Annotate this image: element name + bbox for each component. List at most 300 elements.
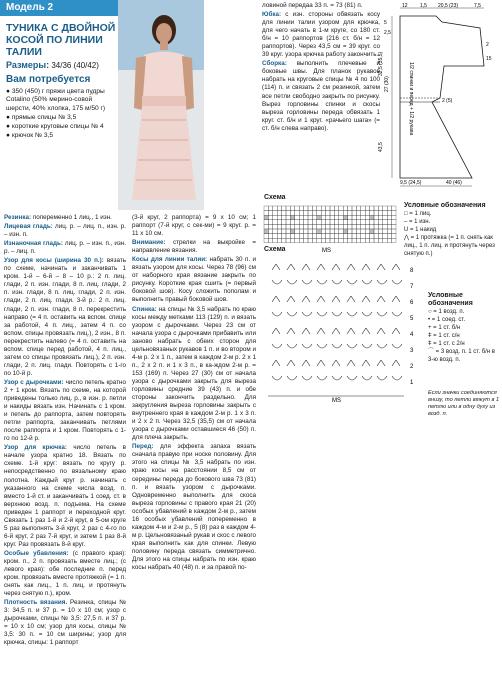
chart-cell — [317, 238, 321, 243]
crochet-stitch — [272, 360, 280, 366]
crochet-stitch — [332, 296, 340, 302]
chart-cell — [321, 215, 325, 220]
chart-cell — [330, 229, 334, 234]
chart-cell — [387, 220, 391, 225]
chart-cell — [264, 238, 268, 243]
chart-cell — [334, 220, 338, 225]
crochet-stitch — [332, 344, 342, 348]
chart-cell — [326, 238, 330, 243]
legend-item: ○ = 1 возд. п. — [428, 309, 465, 315]
chart-cell — [321, 211, 325, 216]
chart-cell — [264, 229, 268, 234]
legend-item: – = 1 изн. — [404, 219, 431, 225]
chart-cell — [295, 229, 299, 234]
chart-cell — [361, 206, 365, 211]
chart-cell — [339, 220, 343, 225]
chart-cell — [392, 215, 396, 220]
chart-cell — [290, 220, 294, 225]
chart-title: Схема — [264, 194, 286, 201]
chart-cell — [392, 224, 396, 229]
chart-cell — [387, 215, 391, 220]
chart-cell — [282, 206, 286, 211]
chart-cell — [378, 224, 382, 229]
chart-cell — [339, 224, 343, 229]
pattern-label: 1/2 спинки и перед + 1/2 рукава — [408, 62, 414, 136]
chart-cell — [290, 211, 294, 216]
pattern-dimension: 43,5 — [378, 142, 384, 152]
chart-title: Схема — [264, 246, 286, 253]
chart-cell — [317, 206, 321, 211]
pattern-dimension: 12 — [402, 3, 408, 9]
sizes-line — [6, 60, 99, 70]
row-number: 8 — [410, 268, 414, 274]
chart-cell — [290, 224, 294, 229]
chart-cell — [282, 211, 286, 216]
chart-cell — [282, 220, 286, 225]
chart-cell — [295, 206, 299, 211]
sizes-value: 34/36 (40/42) — [51, 61, 99, 70]
legend-item: ⌒ = 3 возд. п. 1 ст. б/н в 3-ю возд. п. — [428, 349, 495, 363]
chart-cell — [356, 220, 360, 225]
crochet-stitch — [347, 280, 357, 284]
legend-title: Условные обозначения — [428, 292, 473, 307]
chart-cell — [290, 215, 294, 220]
chart-cell — [383, 234, 387, 239]
chart-cell — [273, 238, 277, 243]
chart-cell — [356, 234, 360, 239]
crochet-stitch — [392, 344, 402, 348]
paragraph: Резинка: попеременно 1 лиц., 1 изн. — [4, 214, 112, 221]
chart-cell — [326, 224, 330, 229]
chart-cell — [365, 206, 369, 211]
chart-cell — [273, 211, 277, 216]
chart-cell — [299, 229, 303, 234]
chart-cell — [378, 229, 382, 234]
chart-cell — [352, 238, 356, 243]
photo-illustration — [118, 0, 204, 210]
crochet-stitch — [302, 296, 310, 302]
chart-cell — [383, 229, 387, 234]
chart-cell — [330, 234, 334, 239]
chart-cell — [370, 206, 374, 211]
chart-cell — [339, 234, 343, 239]
chart-cell — [295, 238, 299, 243]
chart-cell — [277, 206, 281, 211]
chart-cell — [312, 238, 316, 243]
chart-cell — [317, 220, 321, 225]
chart-cell — [317, 211, 321, 216]
chart-cell — [282, 229, 286, 234]
chart-cell — [352, 206, 356, 211]
chart-cell — [277, 234, 281, 239]
paragraph: Узор для крючка: число петель в начале узора кратно 18. Вязать по схеме. 1-й круг: вязать по кругу р. непосредственно по вязальному краю полотна. Каждый круг р. начинать с указанного на схеме числа возд. п. вместо 1-й ст. и заканчивать 1 соед. ст. в верхнюю возд. п. подъема. На схеме приведен 1 раппорт и переходной круг. Связать 1 раз 1-й и 2-й круг, в 5-ом круге 5 раз выполнять 3-й круг, 2 раз с 4-го по 6-й круг, 2 раз 7-й круг, и затем 1 раз 8-й круг. Раз провязать 8-й круг. — [4, 444, 127, 548]
chart-cell — [299, 206, 303, 211]
instructions-column-1 — [4, 214, 126, 696]
chart-cell — [343, 229, 347, 234]
chart-cell — [343, 211, 347, 216]
chart-cell — [378, 206, 382, 211]
chart-cell — [348, 215, 352, 220]
material-item: ● крючок № 3,5 — [6, 132, 54, 140]
pattern-dimension: 32,5 (35,5) — [378, 51, 384, 76]
chart-cell — [299, 234, 303, 239]
chart-cell — [268, 224, 272, 229]
chart-cell — [277, 224, 281, 229]
chart-cell — [383, 211, 387, 216]
chart-cell — [387, 238, 391, 243]
material-item: ● прямые спицы № 3,5 — [6, 113, 77, 121]
crochet-stitch — [332, 264, 340, 270]
crochet-stitch — [302, 360, 310, 366]
chart-cell — [392, 229, 396, 234]
crochet-stitch — [272, 312, 282, 316]
chart-cell — [295, 215, 299, 220]
chart-cell — [268, 229, 272, 234]
instructions-column-2 — [132, 214, 256, 696]
chart-cell — [343, 238, 347, 243]
crochet-stitch — [272, 264, 280, 270]
chart-cell — [365, 220, 369, 225]
chart-cell — [326, 229, 330, 234]
chart-cell — [273, 220, 277, 225]
chart-cell — [352, 211, 356, 216]
chart-cell — [348, 238, 352, 243]
chart-cell — [334, 229, 338, 234]
crochet-stitch — [332, 376, 342, 380]
crochet-stitch — [272, 296, 280, 302]
crochet-stitch — [362, 296, 370, 302]
chart-cell — [352, 229, 356, 234]
chart-cell — [334, 211, 338, 216]
crochet-stitch — [287, 360, 295, 366]
crochet-stitch — [392, 312, 402, 316]
chart-cell — [370, 224, 374, 229]
row-number: 4 — [410, 332, 414, 338]
chart-cell — [312, 211, 316, 216]
crochet-stitch — [302, 280, 312, 284]
pattern-dimension: 27 (30) — [384, 76, 390, 92]
chart-cell — [387, 211, 391, 216]
chart-cell — [286, 215, 290, 220]
crochet-stitch — [272, 328, 280, 334]
chart-cell — [374, 220, 378, 225]
chart-cell — [352, 234, 356, 239]
chart-cell — [383, 238, 387, 243]
crochet-stitch — [317, 264, 325, 270]
chart-cell — [383, 220, 387, 225]
crochet-stitch — [302, 264, 310, 270]
crochet-stitch — [287, 264, 295, 270]
paragraph: Узор с дырочками: число петель кратно 2 + 1 кром. Вязать по схеме, на которой приведены только лиц. р., в изн. р. петли и накиды вязать изн. Начинать с 1 кром. и петель до раппорта, затем повторять петли раппорта, заканчивать петлями после раппорта и 1 кром. Повторять с 1-го по 12-й р. — [4, 378, 126, 443]
legend-title: Условные обозначения — [404, 202, 486, 209]
crochet-stitch — [347, 360, 355, 366]
chart-cell — [295, 224, 299, 229]
chart-cell — [277, 229, 281, 234]
crochet-stitch — [377, 296, 385, 302]
chart-cell — [383, 224, 387, 229]
chart-cell — [277, 220, 281, 225]
chart-cell — [383, 206, 387, 211]
chart-cell — [348, 234, 352, 239]
chart-cell — [317, 234, 321, 239]
crochet-stitch — [392, 264, 400, 270]
chart-cell — [330, 211, 334, 216]
crochet-stitch — [272, 280, 282, 284]
chart-cell — [304, 229, 308, 234]
paragraph: Плотность вязания. Резинка, спицы № 3: 34,5 п. и 37 р. = 10 x 10 см; узор с дырочками, спицы № 3,5: 27,5 п. и 37 р. = 10 x 10 см; узор для косы, спицы № 3,5: 30 п. = 10 см ширины; узор для крючка, спицы: 1 раппорт — [4, 599, 127, 647]
crochet-stitch — [317, 360, 325, 366]
crochet-stitch — [332, 280, 342, 284]
paragraph: Косы для линии талии: набрать 30 п. и вязать узором для косы. Через 78 (96) см от наборного края вязание закрыть по рисунку. Короткие края сшить (= первый боковой шов). Косу сложить пополам и выполнить правый боковой шов. — [132, 256, 257, 304]
chart-cell — [312, 215, 316, 220]
chart-cell — [304, 234, 308, 239]
chart-cell — [308, 234, 312, 239]
chart-cell — [339, 238, 343, 243]
chart-cell — [356, 229, 360, 234]
crochet-stitch — [302, 344, 312, 348]
chart-cell — [330, 206, 334, 211]
chart-cell — [304, 211, 308, 216]
chart-cell — [392, 238, 396, 243]
crochet-stitch — [377, 376, 387, 380]
chart-cell — [383, 215, 387, 220]
chart-cell — [356, 224, 360, 229]
chart-cell — [370, 229, 374, 234]
legend-item: ǂ = 1 ст. с 2/н — [428, 341, 465, 347]
chart-cell — [343, 224, 347, 229]
chart-cell — [356, 215, 360, 220]
chart-cell — [326, 220, 330, 225]
chart-cell — [326, 206, 330, 211]
chart-cell — [334, 206, 338, 211]
chart-cell — [326, 215, 330, 220]
chart-cell — [374, 229, 378, 234]
paragraph: Особые убавления: (с правого края): кром. п., 2 п. провязать вместе лиц.; (с левого края): обе последние п. перед кром. провязать вместе протяжкой (= 1 п. снять как лиц., 1 п. лиц. и протянуть через снятую п.), кром. — [4, 549, 126, 598]
crochet-stitch — [317, 296, 325, 302]
chart-repeat-label: MS — [322, 248, 331, 254]
crochet-stitch — [287, 344, 297, 348]
crochet-chart-grid — [262, 256, 422, 406]
chart-cell — [387, 229, 391, 234]
crochet-stitch — [317, 344, 327, 348]
chart-cell — [361, 229, 365, 234]
crochet-stitch — [392, 280, 402, 284]
crochet-stitch — [392, 296, 400, 302]
crochet-stitch — [287, 296, 295, 302]
chart-cell — [361, 224, 365, 229]
crochet-stitch — [332, 328, 340, 334]
crochet-stitch — [362, 264, 370, 270]
chart-cell — [330, 215, 334, 220]
chart-cell — [277, 215, 281, 220]
crochet-stitch — [287, 328, 295, 334]
crochet-stitch — [377, 312, 387, 316]
chart-cell — [343, 206, 347, 211]
chart-cell — [370, 234, 374, 239]
chart-cell — [295, 234, 299, 239]
chart-cell — [268, 220, 272, 225]
pattern-dimension: 20,5 (23) — [438, 3, 459, 9]
crochet-stitch — [272, 376, 282, 380]
crochet-stitch — [377, 360, 385, 366]
chart-cell — [304, 215, 308, 220]
chart-cell — [308, 229, 312, 234]
pattern-dimension: 2 (5) — [442, 98, 453, 104]
chart-cell — [295, 211, 299, 216]
chart-cell — [277, 211, 281, 216]
crochet-stitch — [347, 328, 355, 334]
chart-cell — [286, 224, 290, 229]
chart-cell — [352, 224, 356, 229]
chart-cell — [317, 224, 321, 229]
chart-cell — [387, 224, 391, 229]
chart-cell — [304, 206, 308, 211]
chart-cell — [273, 229, 277, 234]
pattern-dimension: 5 — [384, 20, 387, 26]
legend-2 — [428, 292, 500, 364]
chart-cell — [378, 215, 382, 220]
chart-cell — [326, 234, 330, 239]
chart-cell — [321, 229, 325, 234]
crochet-stitch — [317, 376, 327, 380]
material-item: ● 350 (450) г пряжи цвета пудры Cotalino (50% мерино-совой шерсти, 40% хлопка, 175 м/50 г) — [6, 88, 106, 112]
chart-cell — [308, 206, 312, 211]
chart-cell — [334, 224, 338, 229]
crochet-stitch — [362, 312, 372, 316]
crochet-stitch — [287, 280, 297, 284]
article-title: ТУНИКА С ДВОЙНОЙ КОСОЙ ПО ЛИНИИ ТАЛИИ — [6, 22, 116, 58]
chart-cell — [268, 238, 272, 243]
row-number: 3 — [410, 348, 414, 354]
chart-cell — [378, 220, 382, 225]
pattern-dimension: 1,5 — [420, 3, 427, 9]
legend-item: • = 1 соед. ст. — [428, 317, 466, 323]
paragraph: Спинка: на спицы № 3,5 набрать по краю косы между метками 113 (129) п. и вязать узором с дырочками. Через 23 см от начала узора с дырочками прибавить или заново набрать с обеих сторон для цельновязаных рукавов 1 п. и во втором и 4-м р. 2 x 1 п., затем в каждом 2-м р. 2 x 1 п., 2 x 2 п. и 1 x 3 п., в ка-ждом 2-м р. = 153 (169) п. Через 27 (30) см от начала узора с дырочками закрыть для выреза горловины средние 39 (43) п. и обе стороны закончить раздельно. Для закругления выреза горловины закрыть с внутреннего края в каждом 2-м р. 1 x 3 п. и 2 x 2 п. Через 32,5 (35,5) см от начала узора с дырочками оставшиеся 46 (50) п. для плеча закрыть. — [132, 305, 257, 442]
crochet-stitch — [347, 296, 355, 302]
materials-list — [6, 88, 116, 142]
chart-cell — [348, 224, 352, 229]
chart-cell — [361, 234, 365, 239]
chart-cell — [392, 234, 396, 239]
chart-cell — [339, 206, 343, 211]
crochet-stitch — [362, 280, 372, 284]
chart-cell — [356, 211, 360, 216]
chart-cell — [343, 220, 347, 225]
chart-cell — [374, 211, 378, 216]
chart-cell — [361, 238, 365, 243]
legend-item: + = 1 ст. б/н — [428, 325, 461, 331]
chart-cell — [321, 224, 325, 229]
chart-cell — [282, 224, 286, 229]
crochet-stitch — [317, 312, 327, 316]
chart-cell — [273, 215, 277, 220]
chart-cell — [308, 238, 312, 243]
chart-cell — [330, 238, 334, 243]
row-number: 6 — [410, 300, 414, 306]
chart-cell — [321, 220, 325, 225]
chart-cell — [352, 220, 356, 225]
chart-cell — [339, 215, 343, 220]
crochet-stitch — [362, 328, 370, 334]
chart-cell — [365, 224, 369, 229]
chart-cell — [308, 224, 312, 229]
chart-cell — [321, 238, 325, 243]
chart-cell — [361, 215, 365, 220]
chart-cell — [392, 211, 396, 216]
chart-repeat-label: MS — [332, 398, 341, 404]
paragraph: Изнаночная гладь: лиц. р. – изн. п., изн. р. – лиц. п. — [4, 240, 126, 256]
chart-cell — [304, 224, 308, 229]
crochet-stitch — [302, 312, 312, 316]
chart-cell — [378, 238, 382, 243]
paragraph: Юбка: с изн. стороны обвязать косу для линии талии узором для крючка, для чего начать в 1-м круге, со 180 ст. б/н = 10 раппортов (216 ст. б/н = 12 раппортов). Через 43,5 см = 39 круг. со 39 круг. узора крючка работу закончить. — [262, 11, 380, 59]
legend-item: ⋀ = 1 протяжка (= 1 п. снять как лиц., 1 п. лиц. и протянуть через снятую п.) — [404, 235, 495, 257]
chart-cell — [299, 224, 303, 229]
crochet-stitch — [302, 376, 312, 380]
chart-cell — [348, 229, 352, 234]
chart-cell — [312, 224, 316, 229]
crochet-stitch — [317, 280, 327, 284]
chart-cell — [374, 224, 378, 229]
crochet-stitch — [287, 376, 297, 380]
crochet-stitch — [317, 328, 325, 334]
paragraph: Перед: для эффекта запаха вязать сначала правую при носке половину. Для этого на спицы № 3,5 набрать по изн. краю косы на расстоянии 8,5 см от середины переда до бокового шва 73 (81) п. и вязать узором с дырочками. Одновременно выполнить для скоса выреза горловины с правого края 21 (20) особых убавлений в каждом 2-м р., затем 16 особых убавлений попеременно в каждом 4-м и 2-м р., 5 (8) раз в каждом 4-м р. Цельновязаный рукав и скос с левого края выполнить как для спинки. Левую половину переда связать симметрично. Для этого на спицы набрать по изн. краю косы набрать 40 (48) п. и за правой по- — [132, 443, 256, 572]
model-label: Модель 2 — [0, 0, 170, 16]
chart-cell — [282, 238, 286, 243]
paragraph: Внимание: стрелки на выкройке = направление вязания. — [132, 239, 257, 255]
chart-cell — [374, 206, 378, 211]
pattern-svg — [380, 2, 500, 192]
chart-cell — [299, 215, 303, 220]
crochet-stitch — [362, 344, 372, 348]
chart-cell — [378, 234, 382, 239]
paragraph: Лицевая гладь: лиц. р. – лиц. п., изн. р. – изн. п. — [4, 223, 127, 239]
paragraph: (3-й круг, 2 раппорта) = 9 x 10 см; 1 раппорт (7-й круг, с сек-ми) = 9 круг. р. = 11 x 10 см. — [132, 214, 256, 238]
row-number: 7 — [410, 284, 414, 290]
chart-cell — [321, 234, 325, 239]
chart-cell — [312, 220, 316, 225]
model-photo — [118, 0, 204, 210]
chart-cell — [365, 238, 369, 243]
crochet-stitch — [332, 360, 340, 366]
chart-cell — [273, 206, 277, 211]
pattern-dimension: 2,5 — [384, 30, 391, 36]
chart-cell — [312, 234, 316, 239]
materials-title: Вам потребуется — [6, 74, 91, 85]
legend-item: □ = 1 лиц. — [404, 211, 432, 217]
chart-cell — [365, 211, 369, 216]
pattern-dimension: 40 (46) — [446, 180, 462, 186]
instructions-column-3 — [262, 2, 380, 194]
chart-cell — [282, 234, 286, 239]
chart-cell — [387, 206, 391, 211]
chart-cell — [268, 211, 272, 216]
crochet-stitch — [392, 360, 400, 366]
chart-cell — [264, 206, 268, 211]
chart-cell — [290, 234, 294, 239]
chart-cell — [264, 215, 268, 220]
crochet-stitch — [377, 344, 387, 348]
chart-cell — [392, 220, 396, 225]
chart-cell — [370, 220, 374, 225]
crochet-stitch — [347, 312, 357, 316]
chart-cell — [339, 229, 343, 234]
row-number: 1 — [410, 380, 414, 386]
crochet-stitch — [347, 264, 355, 270]
chart-cell — [361, 220, 365, 225]
chart-cell — [339, 211, 343, 216]
chart-cell — [264, 220, 268, 225]
